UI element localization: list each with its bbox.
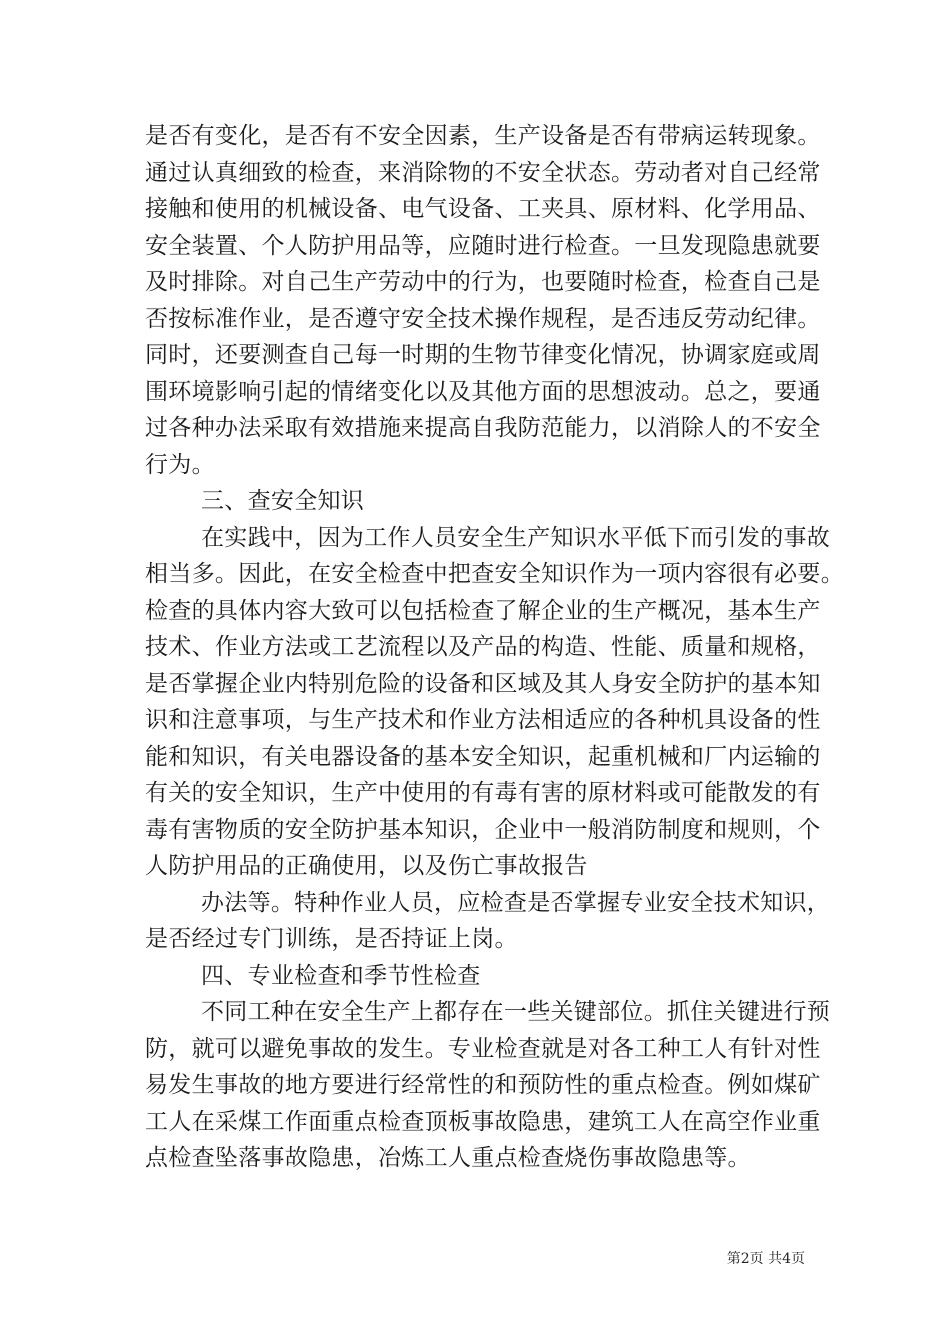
footer-current-page: 2 [740, 1251, 750, 1267]
text-line: 工人在采煤工作面重点检查顶板事故隐患，建筑工人在高空作业重 [145, 1108, 821, 1135]
text-line: 点检查坠落事故隐患，冶炼工人重点检查烧伤事故隐患等。 [145, 1145, 751, 1171]
text-line: 三、查安全知识 [201, 488, 365, 514]
text-line: 不同工种在安全生产上都存在一些关键部位。抓住关键进行预 [201, 999, 831, 1025]
text-line: 能和知识，有关电器设备的基本安全知识，起重机械和厂内运输的 [145, 743, 821, 770]
footer-suffix: 页 [791, 1251, 805, 1267]
text-line: 是否掌握企业内特别危险的设备和区域及其人身安全防护的基本知 [145, 670, 821, 697]
text-line: 接触和使用的机械设备、电气设备、工夹具、原材料、化学用品、 [145, 196, 821, 222]
footer-total-pages: 4 [782, 1251, 791, 1267]
footer-prefix: 第 [726, 1251, 741, 1267]
text-line: 行为。 [145, 451, 215, 478]
text-line: 是否经过专门训练，是否持证上岗。 [145, 926, 518, 952]
text-line: 及时排除。对自己生产劳动中的行为，也要随时检查，检查自己是 [145, 269, 821, 295]
text-line: 人防护用品的正确使用，以及伤亡事故报告 [145, 853, 588, 879]
text-line: 安全装置、个人防护用品等，应随时进行检查。一旦发现隐患就要 [145, 232, 821, 259]
text-line: 办法等。特种作业人员，应检查是否掌握专业安全技术知识， [201, 889, 831, 916]
text-line: 技术、作业方法或工艺流程以及产品的构造、性能、质量和规格， [145, 634, 821, 660]
text-line: 围环境影响引起的情绪变化以及其他方面的思想波动。总之，要通 [145, 378, 821, 405]
text-line: 防，就可以避免事故的发生。专业检查就是对各工种工人有针对性 [145, 1035, 821, 1062]
text-line: 毒有害物质的安全防护基本知识，企业中一般消防制度和规则，个 [145, 816, 821, 843]
text-line: 在实践中，因为工作人员安全生产知识水平低下而引发的事故 [201, 524, 831, 551]
text-line: 检查的具体内容大致可以包括检查了解企业的生产概况，基本生产 [145, 597, 821, 624]
text-line: 相当多。因此，在安全检查中把查安全知识作为一项内容很有必要。 [145, 561, 844, 587]
text-line: 有关的安全知识，生产中使用的有毒有害的原材料或可能散发的有 [145, 780, 821, 806]
text-line: 通过认真细致的检查，来消除物的不安全状态。劳动者对自己经常 [145, 159, 821, 186]
page-footer [727, 1248, 805, 1268]
text-line: 识和注意事项，与生产技术和作业方法相适应的各种机具设备的性 [145, 707, 821, 733]
text-line: 是否有变化，是否有不安全因素，生产设备是否有带病运转现象。 [145, 123, 821, 149]
document-body [145, 118, 844, 1177]
text-line: 过各种办法采取有效措施来提高自我防范能力，以消除人的不安全 [145, 415, 821, 441]
footer-middle: 页 共 [749, 1251, 783, 1267]
text-line: 同时，还要测查自己每一时期的生物节律变化情况，协调家庭或周 [145, 342, 821, 368]
text-line: 否按标准作业，是否遵守安全技术操作规程，是否违反劳动纪律。 [145, 305, 821, 332]
text-line: 四、专业检查和季节性检查 [201, 962, 481, 989]
text-line: 易发生事故的地方要进行经常性的和预防性的重点检查。例如煤矿 [145, 1072, 821, 1098]
